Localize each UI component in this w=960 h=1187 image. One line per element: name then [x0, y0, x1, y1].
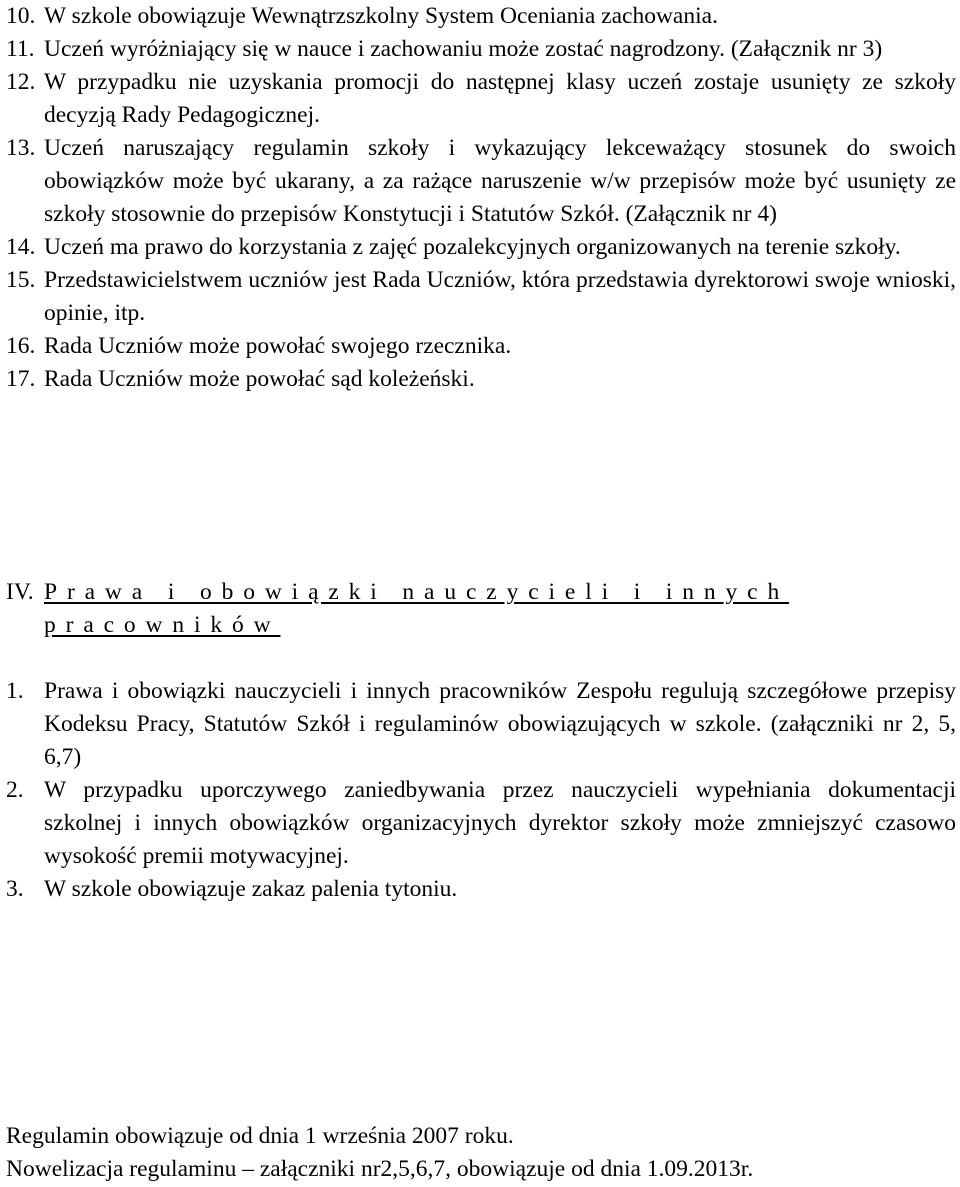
- item-text: W szkole obowiązuje Wewnątrzszkolny System Oceniania zachowania.: [44, 3, 718, 29]
- list-item: [6, 675, 956, 774]
- section-number: IV.: [6, 579, 34, 605]
- section-title-line2: pracowników: [44, 612, 281, 638]
- item-number: 2.: [6, 777, 24, 803]
- list-item: [6, 264, 956, 330]
- item-number: 15.: [6, 267, 36, 293]
- amendment-note: Nowelizacja regulaminu – załączniki nr2,5,6,7, obowiązuje od dnia 1.09.2013r.: [6, 1156, 754, 1182]
- item-number: 14.: [6, 234, 36, 260]
- item-number: 3.: [6, 876, 24, 902]
- list-item: [6, 132, 956, 231]
- item-text: Uczeń naruszający regulamin szkoły i wykazujący lekceważący stosunek do swoich obowiązków może być ukarany, a za rażące naruszenie w/w przepisów może być usunięty ze szkoły stosownie do przepisów Konstytucji i Statutów Szkół. (Załącznik nr 4): [44, 135, 956, 227]
- list-item: [6, 774, 956, 873]
- item-number: 11.: [6, 36, 35, 62]
- item-number: 16.: [6, 333, 36, 359]
- list-item: [6, 66, 956, 132]
- section-title-line1: Prawa i obowiązki nauczycieli i innych: [44, 579, 790, 605]
- item-text: W przypadku uporczywego zaniedbywania przez nauczycieli wypełniania dokumentacji szkolnej i innych obowiązków organizacyjnych dyrektor szkoły może zmniejszyć czasowo wysokość premii motywacyjnej.: [44, 777, 956, 869]
- list-item: [6, 0, 956, 33]
- item-number: 10.: [6, 3, 36, 29]
- item-text: Uczeń ma prawo do korzystania z zajęć pozalekcyjnych organizowanych na terenie szkoły.: [44, 234, 901, 260]
- list-item: [6, 330, 956, 363]
- item-text: Rada Uczniów może powołać swojego rzecznika.: [44, 333, 512, 359]
- item-number: 1.: [6, 678, 24, 704]
- item-number: 12.: [6, 69, 36, 95]
- list-item: [6, 363, 956, 396]
- item-text: W szkole obowiązuje zakaz palenia tytoniu.: [44, 876, 458, 902]
- item-text: Rada Uczniów może powołać sąd koleżeński.: [44, 366, 475, 392]
- list-item: [6, 873, 956, 906]
- list-item: [6, 231, 956, 264]
- item-text: Uczeń wyróżniający się w nauce i zachowaniu może zostać nagrodzony. (Załącznik nr 3): [44, 36, 883, 62]
- item-text: W przypadku nie uzyskania promocji do następnej klasy uczeń zostaje usunięty ze szkoły decyzją Rady Pedagogicznej.: [44, 69, 956, 128]
- teacher-rules-list: [6, 675, 956, 906]
- list-item: [6, 33, 956, 66]
- item-text: Przedstawicielstwem uczniów jest Rada Uczniów, która przedstawia dyrektorowi swoje wnioski, opinie, itp.: [44, 267, 956, 326]
- item-number: 13.: [6, 135, 36, 161]
- effective-date-note: Regulamin obowiązuje od dnia 1 września 2007 roku.: [6, 1123, 514, 1149]
- rules-list-continued: [6, 0, 956, 396]
- section-heading: [6, 576, 956, 642]
- document-footer: [6, 1120, 956, 1186]
- item-number: 17.: [6, 366, 36, 392]
- item-text: Prawa i obowiązki nauczycieli i innych pracowników Zespołu regulują szczegółowe przepisy Kodeksu Pracy, Statutów Szkół i regulaminów obowiązujących w szkole. (załączniki nr 2, 5, 6,7): [44, 678, 956, 770]
